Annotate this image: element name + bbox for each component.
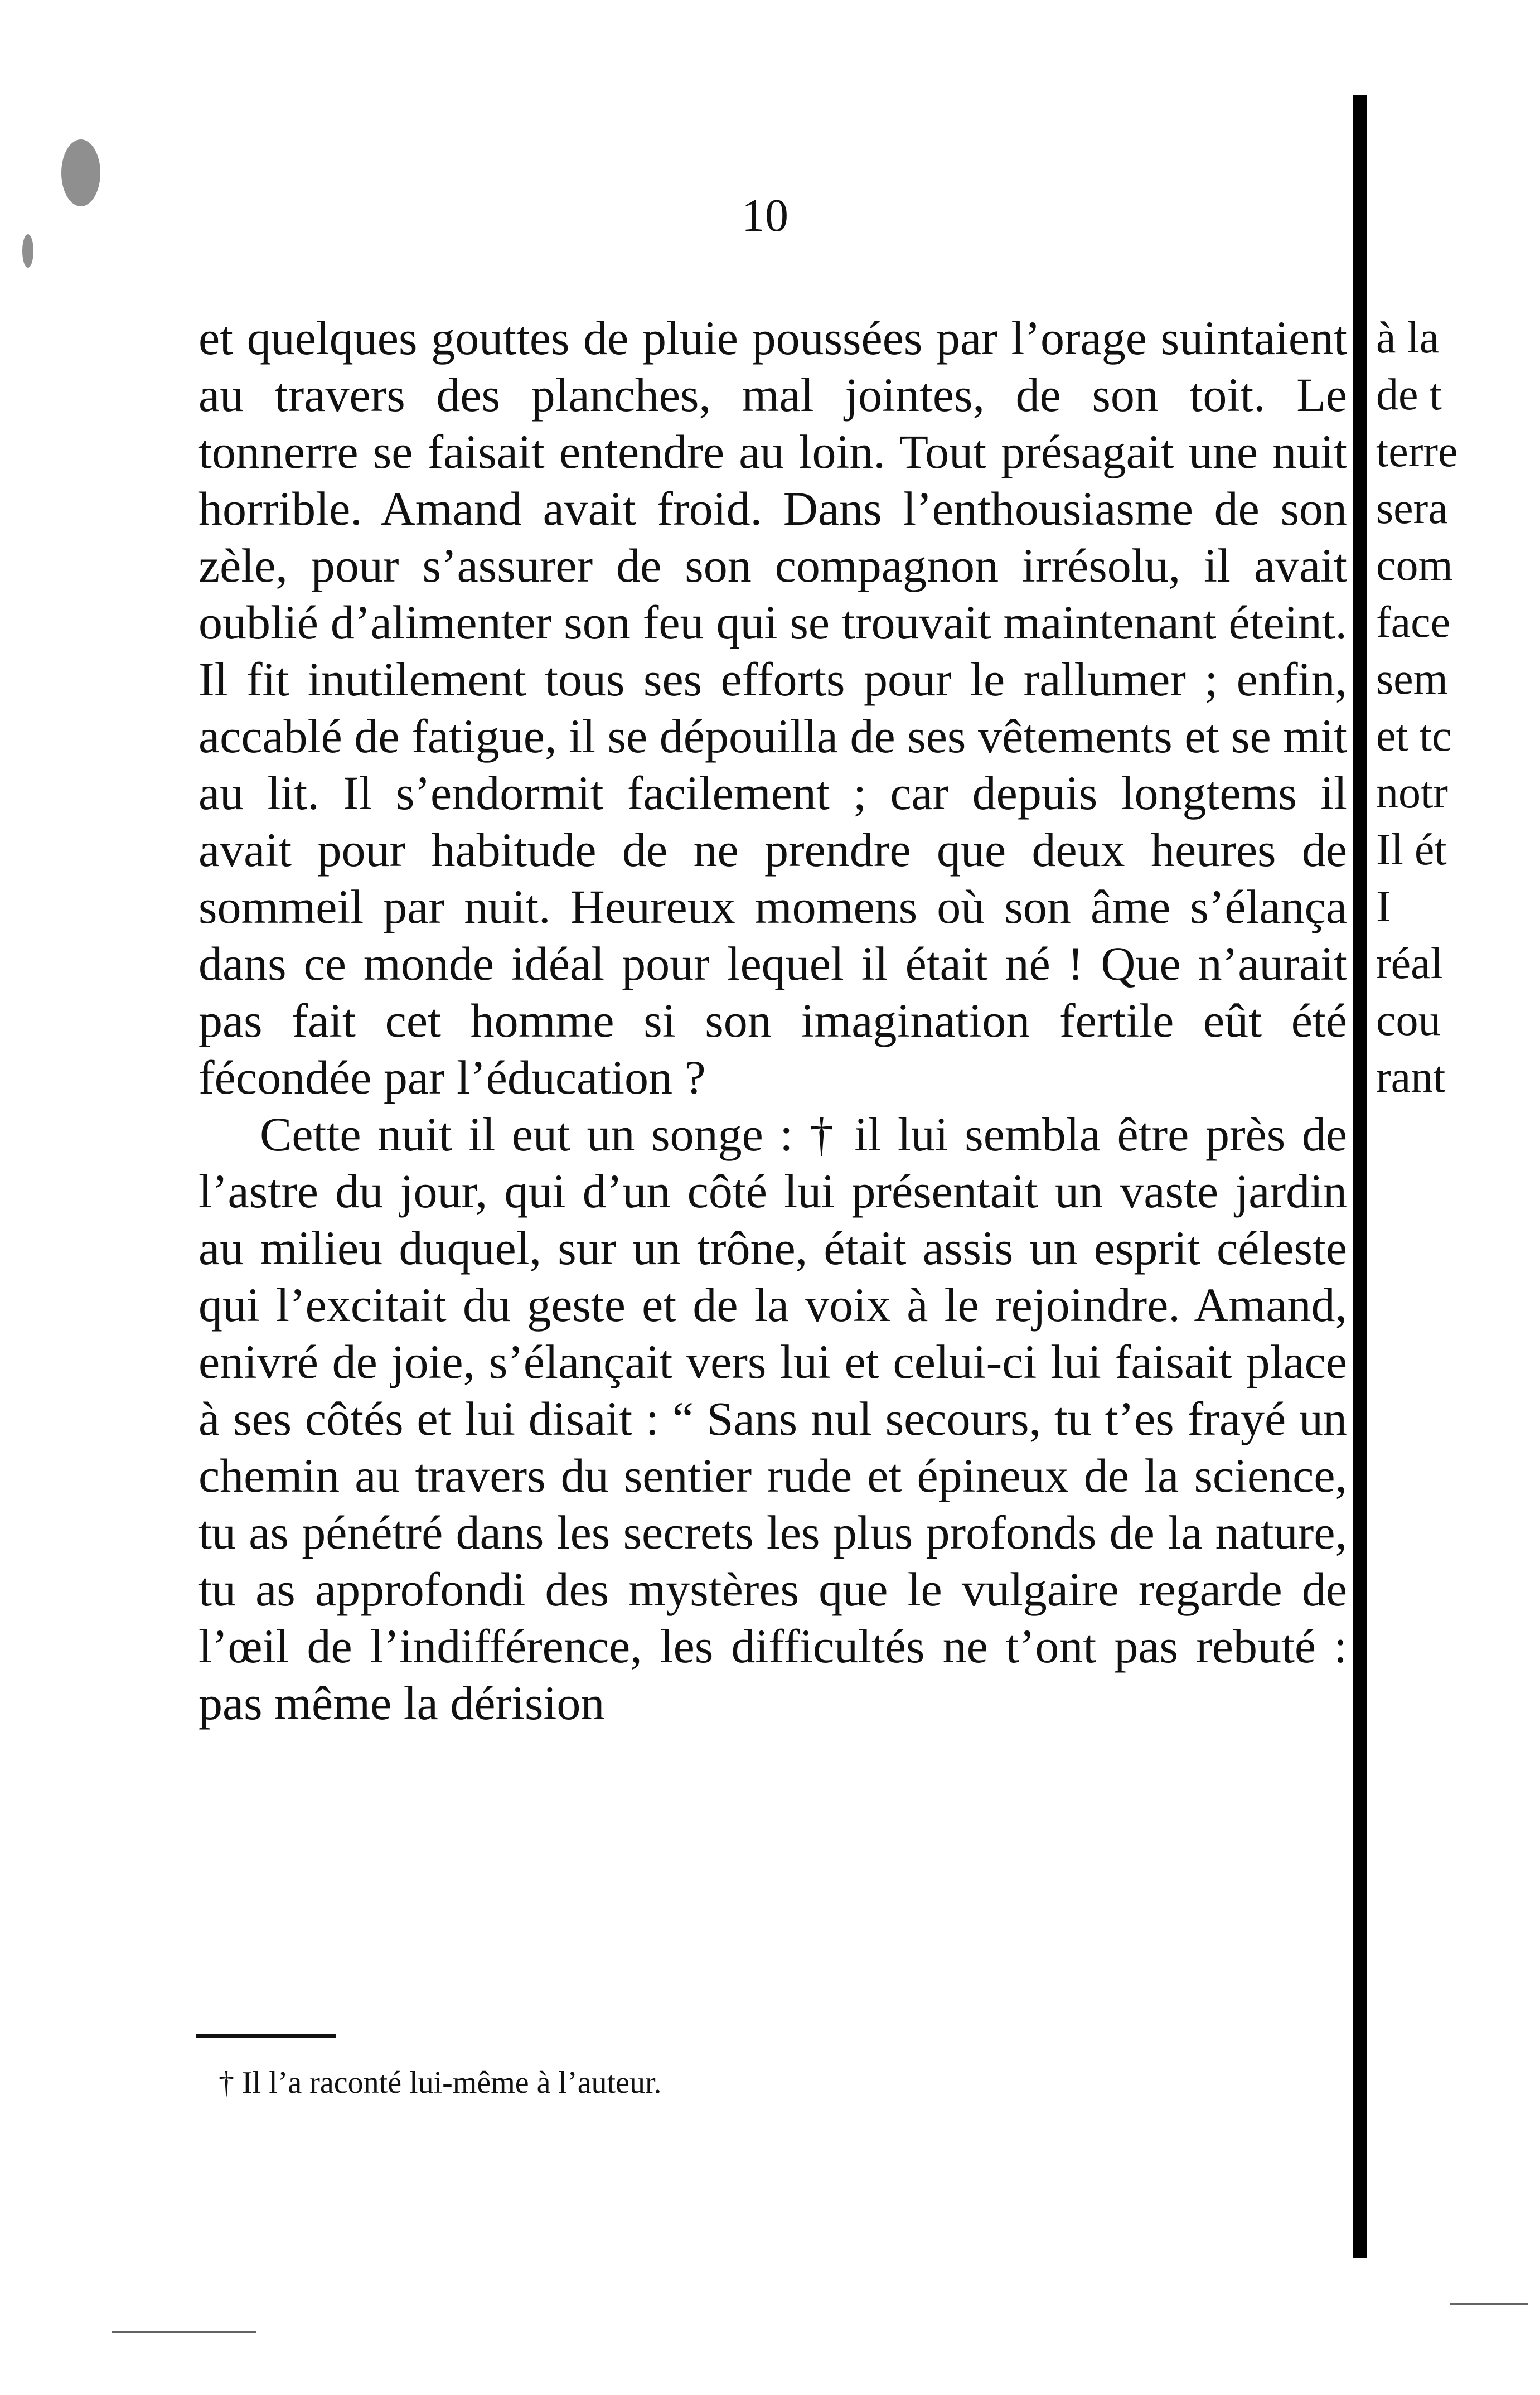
scan-smudge — [61, 139, 100, 206]
binding-edge-line — [1353, 95, 1367, 2258]
adjacent-page-fragment — [1376, 309, 1532, 1106]
fragment-line: face — [1376, 598, 1451, 647]
fragment-line: à la — [1376, 313, 1440, 362]
fragment-line: de t — [1376, 370, 1442, 419]
footnote: † Il l’a raconté lui-même à l’auteur. — [219, 2065, 662, 2100]
paragraph-2: Cette nuit il eut un songe : † il lui sembla être près de l’astre du jour, qui d’un côté lui présentait un vaste jardin au milieu duquel, sur un trône, était assis un esprit céleste qui l’excitait du geste et de la voix à le rejoindre. Amand, enivré de joie, s’élançait vers lui et celui-ci lui faisait place à ses côtés et lui disait : “ Sans nul secours, tu t’es frayé un chemin au travers du sentier rude et épineux de la science, tu as pénétré dans les secrets les plus profonds de la nature, tu as approfondi des mystères que le vulgaire regarde de l’œil de l’indifférence, les difficultés ne t’ont pas rebuté : pas même la dérision — [198, 1107, 1347, 1730]
fragment-line: Il ét — [1376, 825, 1447, 874]
page-number: 10 — [742, 190, 788, 241]
fragment-line: cou — [1376, 996, 1441, 1045]
paragraph-1: et quelques gouttes de pluie poussées par l’orage suintaient au travers des planches, mal jointes, de son toit. Le tonnerre se faisait entendre au loin. Tout présagait une nuit horrible. Amand avait froid. Dans l’enthousiasme de son zèle, pour s’assurer de son compagnon irrésolu, il avait oublié d’alimenter son feu qui se trouvait maintenant éteint. Il fit inutilement tous ses efforts pour le rallumer ; enfin, accablé de fatigue, il se dépouilla de ses vêtements et se mit au lit. Il s’endormit facilement ; car depuis longtems il avait pour habitude de ne prendre que deux heures de sommeil par nuit. Heureux momens où son âme s’élança dans ce monde idéal pour lequel il était né ! Que n’aurait pas fait cet homme si son imagination fertile eût été fécondée par l’éducation ? — [198, 311, 1347, 1104]
fragment-line: sera — [1376, 484, 1448, 533]
scan-artifact-line — [1450, 2303, 1528, 2305]
scan-smudge — [22, 234, 33, 268]
fragment-line: com — [1376, 541, 1453, 590]
fragment-line: I — [1376, 882, 1391, 931]
body-text — [198, 309, 1347, 1731]
fragment-line: réal — [1376, 939, 1443, 988]
footnote-rule — [196, 2034, 336, 2038]
fragment-line: et tc — [1376, 712, 1452, 761]
scan-artifact-line — [112, 2331, 256, 2333]
fragment-line: rant — [1376, 1053, 1446, 1102]
fragment-line: sem — [1376, 655, 1448, 704]
fragment-line: terre — [1376, 427, 1458, 476]
fragment-line: notr — [1376, 768, 1448, 817]
